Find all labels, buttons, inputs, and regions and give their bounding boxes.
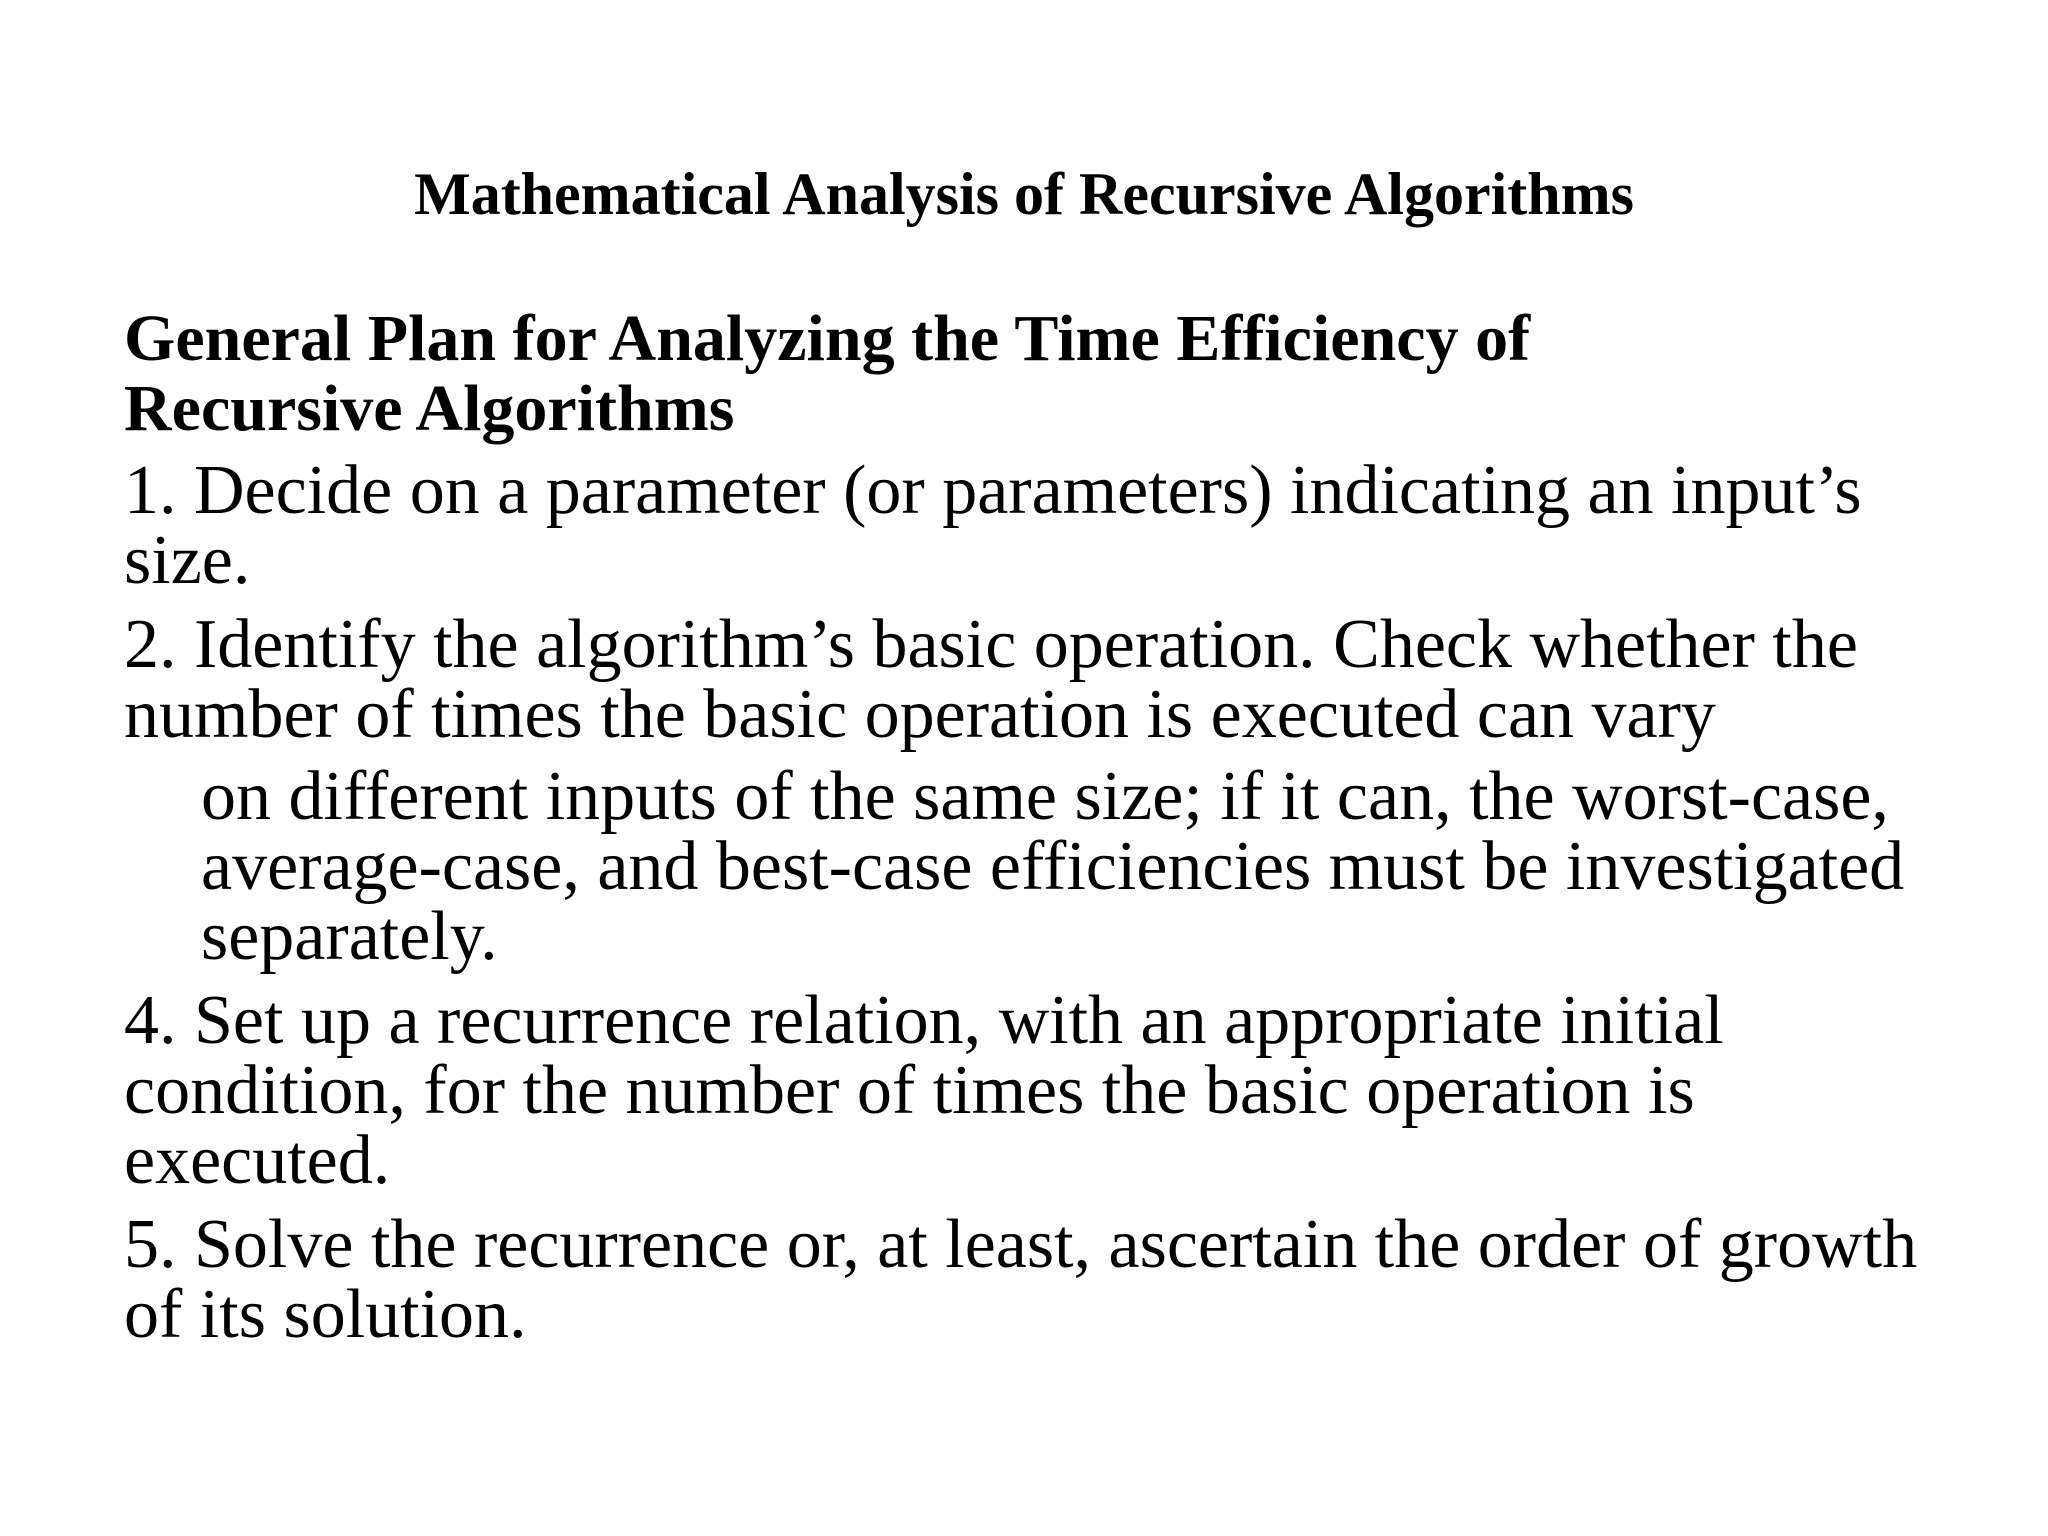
step-1-line-1: 1. Decide on a parameter (or parameters) indicating an input’s (124, 452, 1862, 529)
plan-heading-line-1: General Plan for Analyzing the Time Efficiency of (124, 302, 1531, 375)
step-2-line-1: 2. Identify the algorithm’s basic operation. Check whether the (124, 606, 1858, 683)
step-5 (124, 1206, 2024, 1353)
step-1-line-2: size. (124, 522, 251, 599)
step-2-continuation-line-3: separately. (201, 898, 498, 975)
step-5-line-2: of its solution. (124, 1276, 527, 1353)
plan-heading-line-2: Recursive Algorithms (124, 372, 735, 445)
step-2-continuation-line-2: average-case, and best-case efficiencies must be investigated (201, 828, 1905, 905)
plan-heading (124, 304, 2024, 444)
step-2-continuation-line-1: on different inputs of the same size; if it can, the worst-case, (201, 758, 1889, 835)
step-5-line-1: 5. Solve the recurrence or, at least, ascertain the order of growth (124, 1206, 1918, 1283)
step-4 (124, 982, 2024, 1199)
step-2-line-2: number of times the basic operation is executed can vary (124, 676, 1716, 753)
step-4-line-2: condition, for the number of times the basic operation is (124, 1052, 1695, 1129)
slide-title: Mathematical Analysis of Recursive Algorithms (414, 161, 1634, 227)
slide-body (124, 304, 2024, 1364)
step-4-line-3: executed. (124, 1122, 391, 1199)
step-2-continuation (124, 758, 2024, 975)
step-2 (124, 606, 2024, 753)
step-1 (124, 452, 2024, 599)
step-4-line-1: 4. Set up a recurrence relation, with an appropriate initial (124, 982, 1724, 1059)
